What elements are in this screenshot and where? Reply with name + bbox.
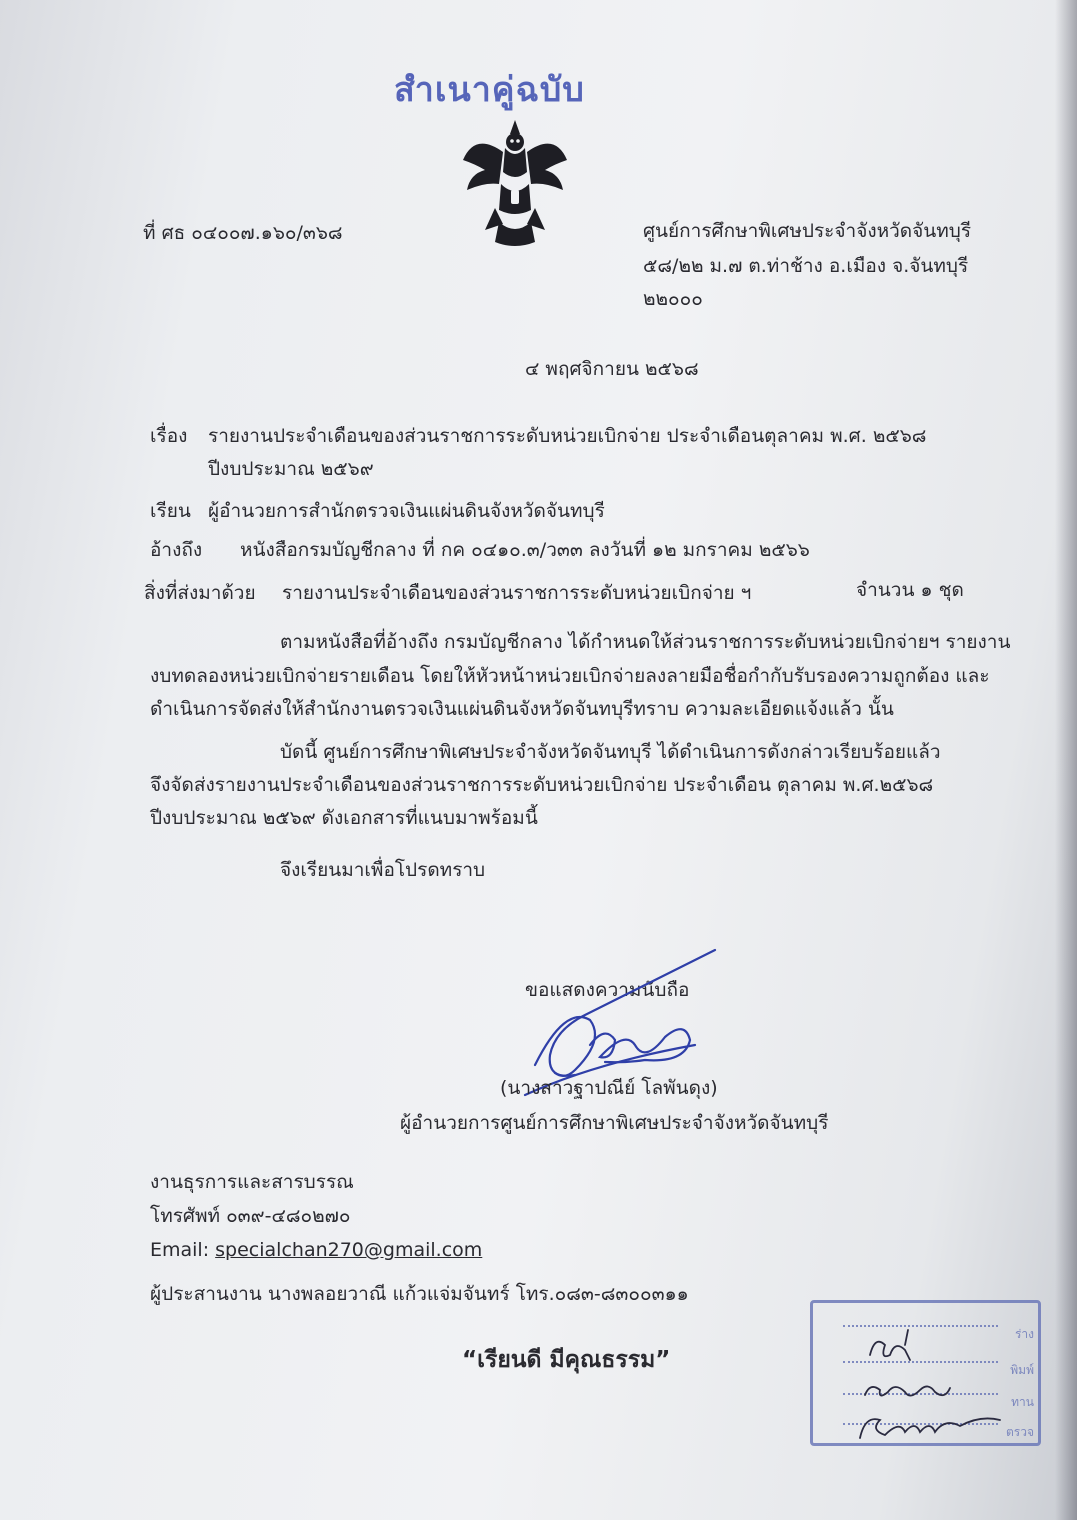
stamp-row-proofread: ทาน (1011, 1395, 1034, 1409)
body-paragraph-2-line-3: ปีงบประมาณ ๒๕๖๙ ดังเอกสารที่แนบมาพร้อมนี้ (150, 807, 538, 829)
paper-shadow-edge (1055, 0, 1077, 1520)
document-date: ๔ พฤศจิกายน ๒๕๖๘ (525, 358, 699, 380)
subject-label: เรื่อง (150, 425, 188, 447)
signer-name: (นางสาวฐาปณีย์ โลพันดุง) (500, 1077, 718, 1099)
email-label: Email: (150, 1239, 216, 1261)
enclosure-quantity: จำนวน ๑ ชุด (856, 579, 964, 601)
address-postcode: ๒๒๐๐๐ (643, 288, 703, 310)
stamp-row-draft: ร่าง (1014, 1327, 1034, 1341)
footer-coordinator: ผู้ประสานงาน นางพลอยวาณี แก้วแจ่มจันทร์ โทร.๐๘๓-๘๓๐๐๓๑๑ (150, 1283, 689, 1305)
body-paragraph-1-line-3: ดำเนินการจัดส่งให้สำนักงานตรวจเงินแผ่นดินจังหวัดจันทบุรีทราบ ความละเอียดแจ้งแล้ว นั้น (150, 698, 894, 720)
copy-stamp: สำเนาคู่ฉบับ (394, 70, 585, 110)
footer-department: งานธุรการและสารบรรณ (150, 1171, 354, 1193)
document-number: ที่ ศธ ๐๔๐๐๗.๑๖๐/๓๖๘ (143, 222, 343, 244)
enclosure-label: สิ่งที่ส่งมาด้วย (144, 582, 256, 604)
garuda-emblem-icon (455, 112, 575, 252)
signer-position: ผู้อำนวยการศูนย์การศึกษาพิเศษประจำจังหวัดจันทบุรี (400, 1112, 829, 1134)
recipient-text: ผู้อำนวยการสำนักตรวจเงินแผ่นดินจังหวัดจันทบุรี (208, 500, 605, 522)
body-paragraph-2-line-1: บัดนี้ ศูนย์การศึกษาพิเศษประจำจังหวัดจันทบุรี ได้ดำเนินการดังกล่าวเรียบร้อยแล้ว (280, 741, 941, 763)
stamp-row-check: ตรวจ (1005, 1425, 1034, 1439)
recipient-label: เรียน (150, 500, 191, 522)
stamp-row-print: พิมพ์ (1010, 1363, 1034, 1377)
subject-line-2: ปีงบประมาณ ๒๕๖๙ (208, 458, 374, 480)
address-line-1: ศูนย์การศึกษาพิเศษประจำจังหวัดจันทบุรี (643, 220, 972, 242)
subject-line-1: รายงานประจำเดือนของส่วนราชการระดับหน่วยเบิกจ่าย ประจำเดือนตุลาคม พ.ศ. ๒๕๖๘ (208, 425, 927, 447)
footer-email (150, 1238, 482, 1262)
body-paragraph-1-line-2: งบทดลองหน่วยเบิกจ่ายรายเดือน โดยให้หัวหน้าหน่วยเบิกจ่ายลงลายมือชื่อกำกับรับรองความถูกต้อง และ (150, 665, 990, 687)
reference-text: หนังสือกรมบัญชีกลาง ที่ กค ๐๔๑๐.๓/ว๓๓ ลงวันที่ ๑๒ มกราคม ๒๕๖๖ (240, 539, 810, 561)
footer-phone: โทรศัพท์ ๐๓๙-๔๘๐๒๗๐ (150, 1205, 351, 1227)
address-line-2: ๕๘/๒๒ ม.๗ ต.ท่าช้าง อ.เมือง จ.จันทบุรี (643, 255, 969, 277)
body-paragraph-1-line-1: ตามหนังสือที่อ้างถึง กรมบัญชีกลาง ได้กำหนดให้ส่วนราชการระดับหน่วยเบิกจ่ายฯ รายงาน (280, 631, 1011, 653)
school-motto: “เรียนดี มีคุณธรรม” (462, 1347, 671, 1373)
review-handwriting-image (850, 1320, 1020, 1450)
body-paragraph-2-line-2: จึงจัดส่งรายงานประจำเดือนของส่วนราชการระดับหน่วยเบิกจ่าย ประจำเดือน ตุลาคม พ.ศ.๒๕๖๘ (150, 774, 934, 796)
regards-line: ขอแสดงความนับถือ (525, 979, 690, 1001)
email-link[interactable]: specialchan270@gmail.com (215, 1239, 483, 1261)
closing-line: จึงเรียนมาเพื่อโปรดทราบ (280, 859, 486, 881)
reference-label: อ้างถึง (150, 539, 203, 561)
enclosure-text: รายงานประจำเดือนของส่วนราชการระดับหน่วยเบิกจ่าย ฯ (282, 582, 752, 604)
